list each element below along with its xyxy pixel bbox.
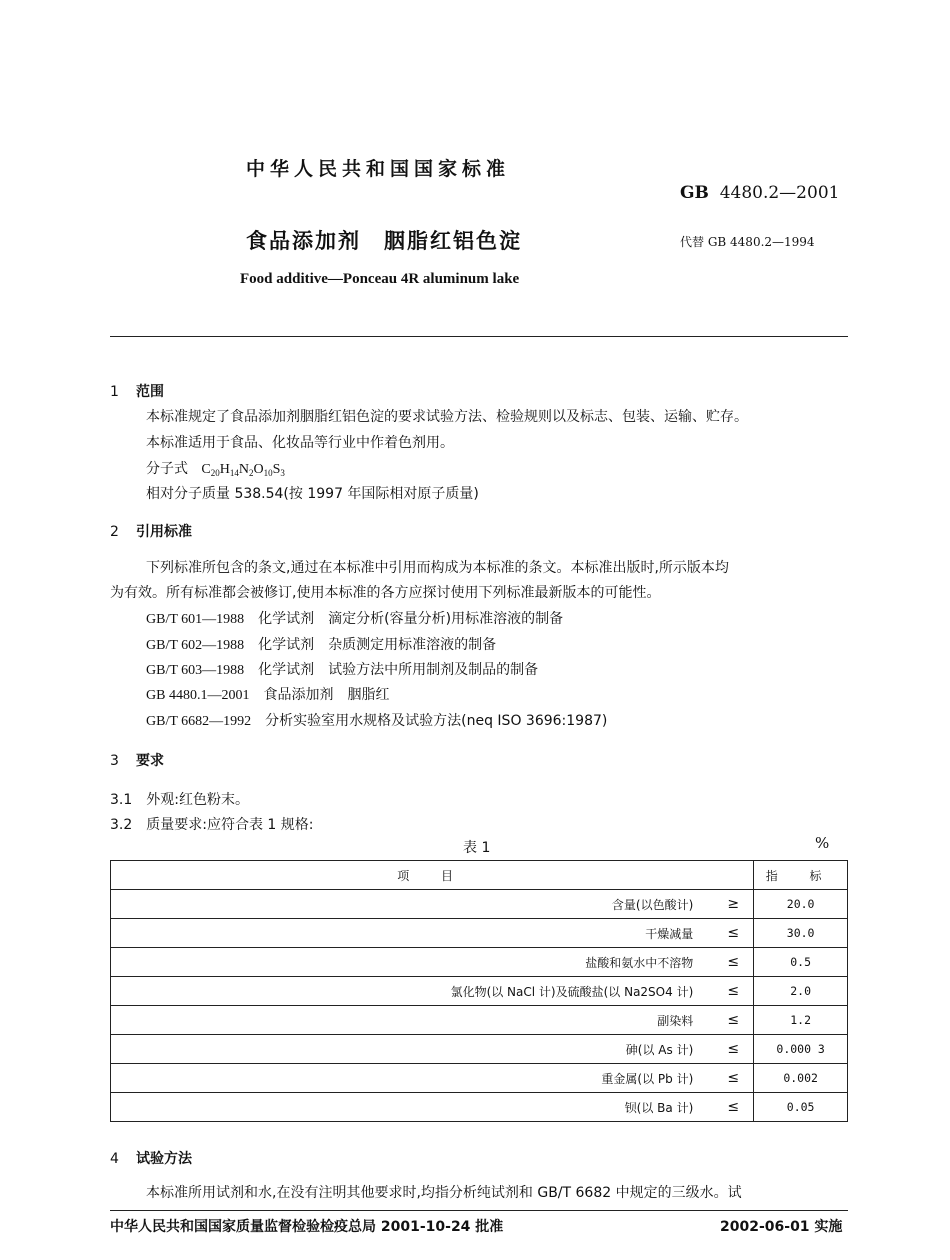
scope-line-2: 本标准适用于食品、化妆品等行业中作着色剂用。 xyxy=(146,435,454,451)
specification-table xyxy=(110,860,848,1122)
replaces-standard: 代替 GB 4480.2—1994 xyxy=(680,235,815,249)
scope-line-1: 本标准规定了食品添加剂胭脂红铝色淀的要求试验方法、检验规则以及标志、包装、运输、贮存。 xyxy=(146,409,748,425)
row-item: 副染料 xyxy=(111,1006,714,1035)
section-3-number: 3 xyxy=(110,753,119,769)
reference-title: 分析实验室用水规格及试验方法(neq ISO 3696:1987) xyxy=(265,713,608,729)
section-2-title: 引用标准 xyxy=(136,524,192,540)
row-operator: ≤ xyxy=(713,977,754,1006)
row-operator: ≤ xyxy=(713,1093,754,1122)
table-row xyxy=(111,1035,848,1064)
reference-code: GB/T 6682—1992 xyxy=(146,714,252,729)
reference-title: 化学试剂 滴定分析(容量分析)用标准溶液的制备 xyxy=(258,611,564,627)
reference-code: GB/T 603—1988 xyxy=(146,663,245,678)
row-value: 20.0 xyxy=(754,890,848,919)
standard-prefix: GB xyxy=(680,183,709,203)
row-operator: ≤ xyxy=(713,919,754,948)
test-method-line-1: 本标准所用试剂和水,在没有注明其他要求时,均指分析纯试剂和 GB/T 6682 中规定的三级水。试 xyxy=(146,1185,742,1201)
reference-item xyxy=(146,634,496,654)
molecular-formula-line xyxy=(146,458,285,478)
section-4-heading xyxy=(110,1148,192,1168)
table-unit: % xyxy=(815,834,830,852)
reference-title: 化学试剂 杂质测定用标准溶液的制备 xyxy=(258,637,497,653)
section-3-title: 要求 xyxy=(136,753,164,769)
table-row xyxy=(111,948,848,977)
standard-number-value: 4480.2—2001 xyxy=(719,183,840,203)
reference-item xyxy=(146,684,389,704)
document-title-chinese: 食品添加剂 胭脂红铝色淀 xyxy=(246,229,522,253)
row-item: 氯化物(以 NaCl 计)及硫酸盐(以 Na2SO4 计) xyxy=(111,977,714,1006)
row-value: 0.5 xyxy=(754,948,848,977)
row-operator: ≤ xyxy=(713,1035,754,1064)
reference-item xyxy=(146,710,607,730)
section-1-title: 范围 xyxy=(136,384,164,400)
reference-title: 食品添加剂 胭脂红 xyxy=(263,687,390,703)
table-row xyxy=(111,1093,848,1122)
footer-divider xyxy=(110,1210,848,1211)
header-indicator: 指 标 xyxy=(754,861,848,890)
row-item: 含量(以色酸计) xyxy=(111,890,714,919)
table-row xyxy=(111,1064,848,1093)
reference-code: GB 4480.1—2001 xyxy=(146,688,250,703)
section-4-title: 试验方法 xyxy=(136,1151,192,1167)
row-item: 盐酸和氨水中不溶物 xyxy=(111,948,714,977)
section-2-heading xyxy=(110,521,192,541)
references-paragraph-line-2: 为有效。所有标准都会被修订,使用本标准的各方应探讨使用下列标准最新版本的可能性。 xyxy=(110,585,661,601)
row-value: 30.0 xyxy=(754,919,848,948)
row-item: 钡(以 Ba 计) xyxy=(111,1093,714,1122)
table-row xyxy=(111,977,848,1006)
section-1-number: 1 xyxy=(110,384,119,400)
section-1-heading xyxy=(110,381,164,401)
row-item: 砷(以 As 计) xyxy=(111,1035,714,1064)
molecular-mass-line: 相对分子质量 538.54(按 1997 年国际相对原子质量) xyxy=(146,486,479,502)
document-title-english: Food additive—Ponceau 4R aluminum lake xyxy=(240,271,520,287)
row-item: 重金属(以 Pb 计) xyxy=(111,1064,714,1093)
references-paragraph-line-1: 下列标准所包含的条文,通过在本标准中引用而构成为本标准的条文。本标准出版时,所示版本均 xyxy=(146,560,729,576)
implementation-date: 2002-06-01 实施 xyxy=(720,1219,843,1235)
row-value: 2.0 xyxy=(754,977,848,1006)
reference-code: GB/T 601—1988 xyxy=(146,612,245,627)
row-value: 1.2 xyxy=(754,1006,848,1035)
table-header-row xyxy=(111,861,848,890)
reference-item xyxy=(146,608,563,628)
header-item: 项 目 xyxy=(111,861,754,890)
row-operator: ≤ xyxy=(713,948,754,977)
row-operator: ≤ xyxy=(713,1006,754,1035)
row-value: 0.000 3 xyxy=(754,1035,848,1064)
table-caption: 表 1 xyxy=(463,840,491,856)
row-item: 干燥减量 xyxy=(111,919,714,948)
table-row xyxy=(111,1006,848,1035)
table-row xyxy=(111,919,848,948)
reference-item xyxy=(146,659,538,679)
clause-3-2: 3.2 质量要求:应符合表 1 规格: xyxy=(110,817,314,833)
row-operator: ≥ xyxy=(713,890,754,919)
section-2-number: 2 xyxy=(110,524,119,540)
row-value: 0.05 xyxy=(754,1093,848,1122)
clause-3-1: 3.1 外观:红色粉末。 xyxy=(110,792,249,808)
header-divider xyxy=(110,336,848,337)
national-standard-title: 中华人民共和国国家标准 xyxy=(246,158,511,180)
section-4-number: 4 xyxy=(110,1151,119,1167)
approval-statement: 中华人民共和国国家质量监督检验检疫总局 2001-10-24 批准 xyxy=(110,1219,504,1235)
row-value: 0.002 xyxy=(754,1064,848,1093)
standard-number xyxy=(680,183,839,203)
section-3-heading xyxy=(110,750,164,770)
table-row xyxy=(111,890,848,919)
formula-label: 分子式 xyxy=(146,461,188,477)
molecular-formula: $C_{20}H_{14}N_2O_{10}S_3$ xyxy=(201,462,285,478)
reference-code: GB/T 602—1988 xyxy=(146,638,245,653)
reference-title: 化学试剂 试验方法中所用制剂及制品的制备 xyxy=(258,662,539,678)
row-operator: ≤ xyxy=(713,1064,754,1093)
